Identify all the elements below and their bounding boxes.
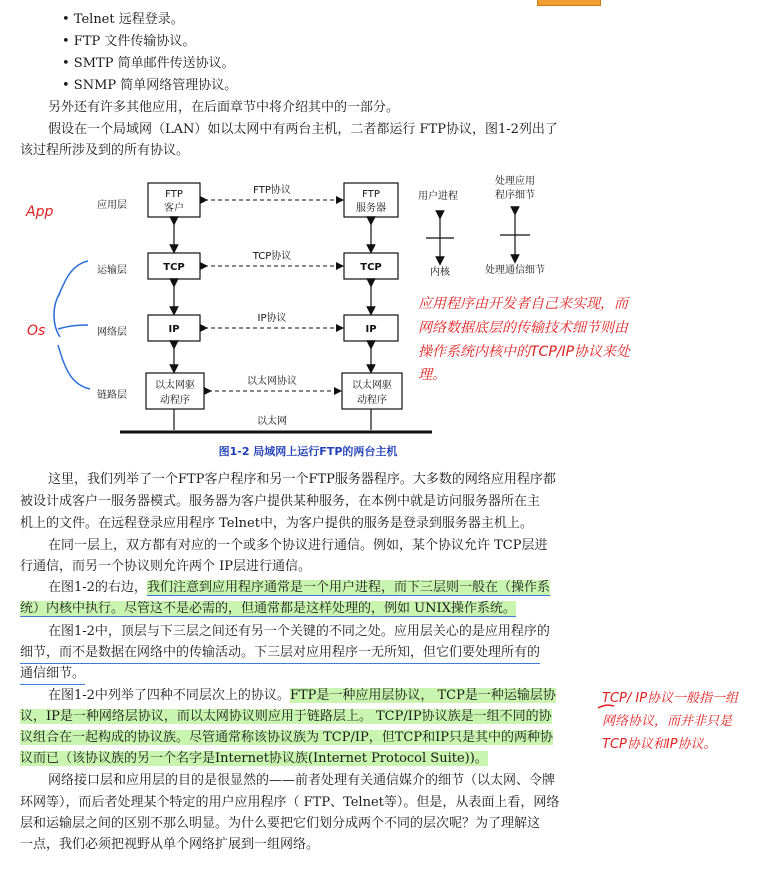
proto-ftp: FTP协议: [253, 185, 291, 196]
right-eth-label-2: 动程序: [357, 395, 387, 406]
p1-line2: 被设计成客户一服务器模式。服务器为客户提供某种服务，在本例中就是访问服务器所在主: [20, 494, 541, 509]
protocol-stack-figure: [0, 165, 782, 465]
layer-label-transport: 运输层: [97, 265, 127, 276]
p4-line2: 细节，而不是数据在网络中的传输活动。下三层对应用程序一无所知，但它们要处理所有的: [20, 643, 540, 664]
left-eth-label-2: 动程序: [160, 395, 190, 406]
annotation-os: Os: [27, 323, 46, 339]
annotation-app: App: [26, 204, 54, 220]
p5-line4: [20, 749, 488, 769]
p5-line3: [20, 728, 553, 748]
figure-caption: 图1-2 局域网上运行FTP的两台主机: [218, 445, 398, 458]
p6-line1: 网络接口层和应用层的目的是很显然的——前者处理有关通信媒介的细节（以太网、令牌: [48, 773, 556, 788]
p3-line2: [20, 599, 516, 619]
p4-line1: 在图1-2中，顶层与下三层之间还有另一个关键的不同之处。应用层关心的是应用程序的: [48, 624, 550, 639]
bullet-ftp: • FTP 文件传输协议。: [62, 34, 196, 49]
annotation-note1-line3: 操作系统内核中的TCP/IP协议来处: [418, 344, 631, 360]
p3-line1: [48, 578, 550, 598]
p2-line2: 行通信，而另一个协议则允许两个 IP层进行通信。: [20, 559, 312, 574]
p6-line2: 环网等），而后者处理某个特定的用户应用程序（ FTP、Telnet等）。但是，从表面上看，网络: [20, 795, 560, 810]
p5-highlight-1: FTP是一种应用层协议， TCP是一种运输层协: [289, 688, 556, 703]
annotation-note1-line1: 应用程序由开发者自己来实现，而: [418, 296, 628, 312]
right-ftp-label-2: 服务器: [356, 203, 386, 214]
layer-label-app: 应用层: [97, 200, 127, 211]
layer-label-link: 链路层: [97, 390, 127, 401]
p4-line3: 通信细节。: [20, 664, 85, 685]
proto-ethernet: 以太网协议: [247, 376, 297, 387]
p5-line1: [48, 686, 556, 706]
annotation-note1-line4: 理。: [418, 367, 446, 383]
left-eth-label-1: 以太网驱: [155, 380, 195, 391]
annotation-note2-line1: TCP/ IP协议一般指一组: [602, 691, 739, 706]
p1-line1: 这里，我们列举了一个FTP客户程序和另一个FTP服务器程序。大多数的网络应用程序都: [48, 472, 556, 487]
left-ip-label: IP: [168, 324, 180, 335]
p5-highlight-4: 议而已（该协议族的另一个名字是Internet协议族(Internet Protocol Suite))。: [20, 751, 488, 766]
right-ftp-label-1: FTP: [362, 189, 380, 200]
left-ftp-label-2: 客户: [164, 203, 184, 214]
p5-highlight-3: 议组合在一起构成的协议族。尽管通常称该协议族为 TCP/IP，但TCP和IP只是其中的两种协: [20, 730, 554, 745]
p3-highlight-2: 统）内核中执行。尽管这不是必需的，但通常都是这样处理的，例如 UNIX操作系统。: [20, 601, 516, 616]
kernel-label: 内核: [430, 267, 450, 278]
p3-prefix: 在图1-2的右边，: [48, 580, 147, 595]
intro-line-1: 另外还有许多其他应用，在后面章节中将介绍其中的一部分。: [48, 100, 400, 115]
app-details-label-2: 程序细节: [495, 190, 535, 201]
bullet-telnet: • Telnet 远程登录。: [62, 12, 184, 27]
intro-line-3: 该过程所涉及到的所有协议。: [20, 143, 190, 158]
annotation-note1-line2: 网络数据底层的传输技术细节则由: [418, 320, 628, 336]
toolbar-tab[interactable]: [537, 0, 601, 6]
comm-details-label: 处理通信细节: [485, 265, 545, 276]
p2-line1: 在同一层上，双方都有对应的一个或多个协议进行通信。例如，某个协议允许 TCP层进: [48, 538, 548, 553]
left-tcp-label: TCP: [163, 262, 185, 273]
user-process-label: 用户进程: [418, 191, 458, 202]
left-ftp-label-1: FTP: [165, 189, 183, 200]
intro-line-2: 假设在一个局域网（LAN）如以太网中有两台主机，二者都运行 FTP协议，图1-2列出了: [48, 122, 558, 137]
proto-tcp: TCP协议: [252, 251, 292, 262]
p6-line3: 层和运输层之间的区别不那么明显。为什么要把它们划分成两个不同的层次呢？为了理解这: [20, 816, 541, 831]
p5-highlight-2: 议，IP是一种网络层协议，而以太网协议则应用于链路层上。 TCP/IP协议族是一组不同的协: [20, 709, 552, 724]
p6-line4: 一点，我们必须把视野从单个网络扩展到一组网络。: [20, 837, 320, 852]
p3-highlight-1: 我们注意到应用程序通常是一个用户进程，而下三层则一般在（操作系: [146, 580, 550, 595]
annotation-note2-line2: 网络协议，而并非只是: [602, 714, 733, 729]
bullet-snmp: • SNMP 简单网络管理协议。: [62, 78, 238, 93]
annotation-note2-line3: TCP协议和IP协议。: [602, 737, 717, 752]
right-ip-label: IP: [365, 324, 377, 335]
p1-line3: 机上的文件。在远程登录应用程序 Telnet中，为客户提供的服务是登录到服务器主机上。: [20, 516, 533, 531]
ethernet-bus-label: 以太网: [257, 416, 287, 427]
right-eth-label-1: 以太网驱: [352, 380, 392, 391]
proto-ip: IP协议: [257, 313, 287, 324]
p5-prefix: 在图1-2中列举了四种不同层次上的协议。: [48, 688, 290, 703]
app-details-label-1: 处理应用: [495, 176, 535, 187]
layer-label-network: 网络层: [97, 327, 127, 338]
bullet-smtp: • SMTP 简单邮件传送协议。: [62, 56, 235, 71]
right-tcp-label: TCP: [360, 262, 382, 273]
p5-line2: [20, 707, 552, 727]
